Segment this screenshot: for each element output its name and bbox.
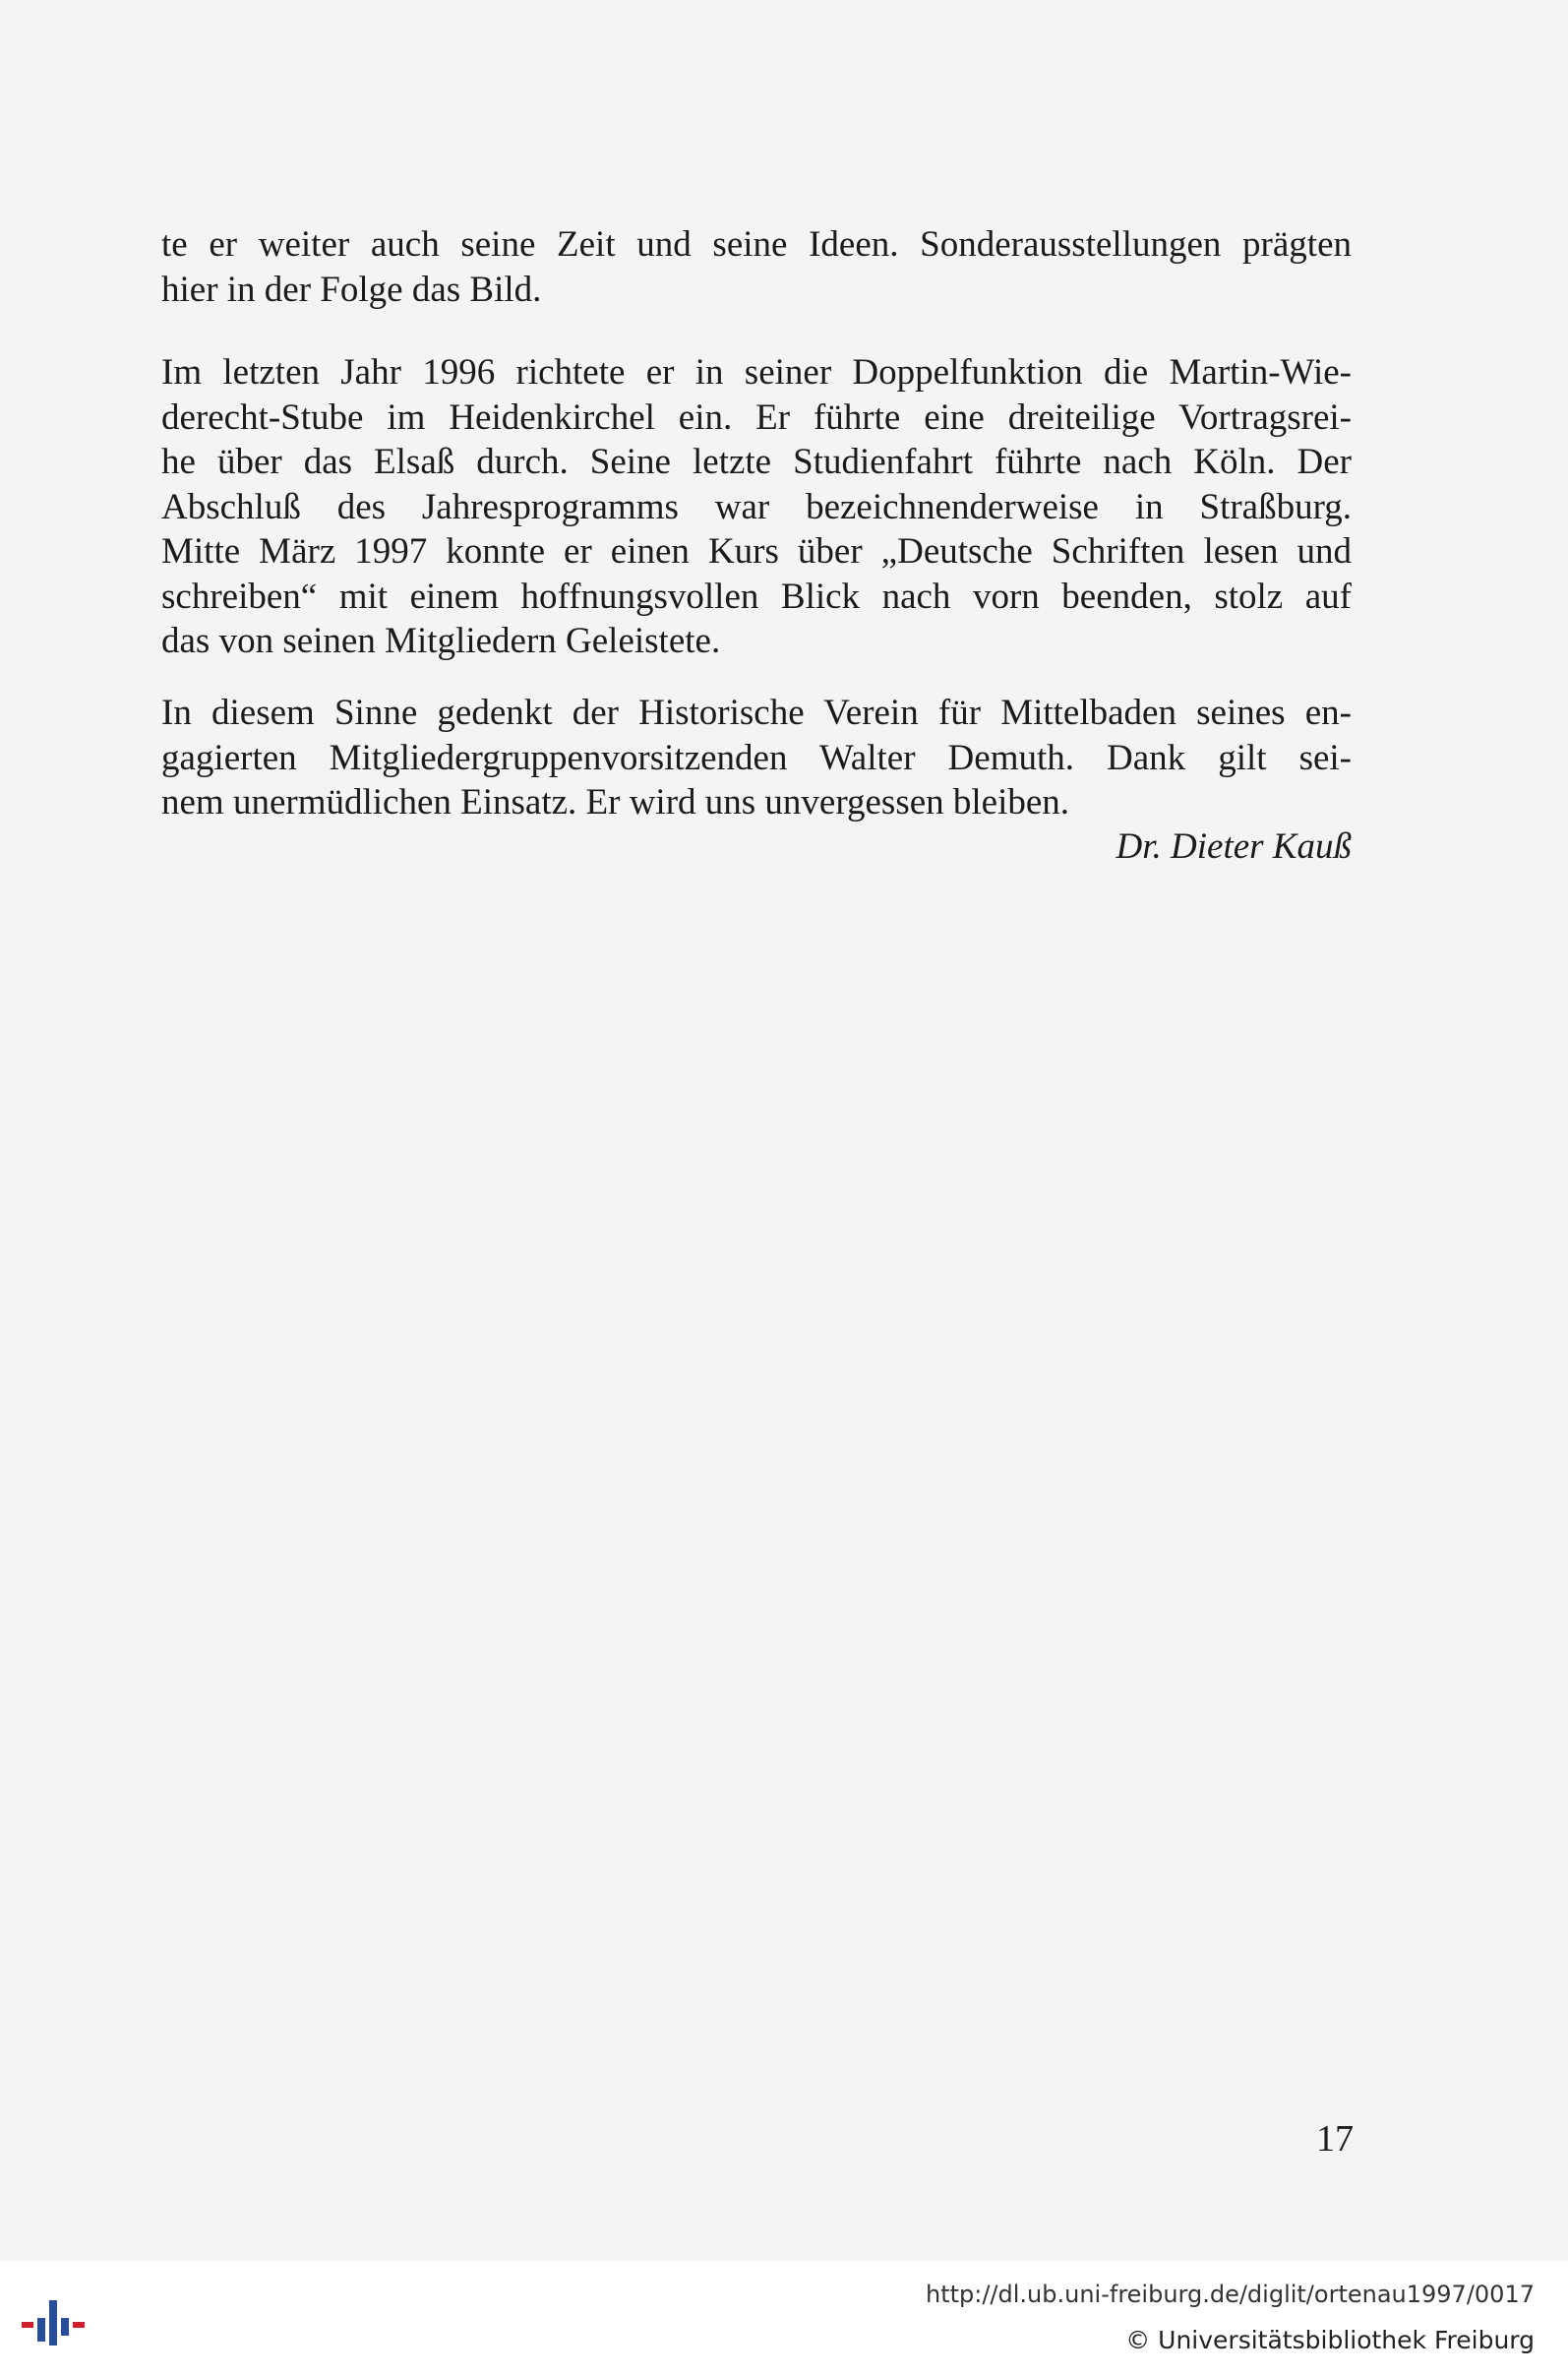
text-line: te er weiter auch seine Zeit und seine Ideen. Sonderausstellungen prägten bbox=[161, 224, 1352, 265]
paragraph-2 bbox=[161, 350, 1352, 664]
text-line: Abschluß des Jahresprogramms war bezeichnenderweise in Straßburg. bbox=[161, 486, 1352, 527]
footer-bar bbox=[0, 2261, 1568, 2376]
text-line: In diesem Sinne gedenkt der Historische Verein für Mittelbaden seines en- bbox=[161, 693, 1352, 733]
text-line: nem unermüdlichen Einsatz. Er wird uns unvergessen bleiben. bbox=[161, 782, 1070, 822]
text-line: Im letzten Jahr 1996 richtete er in seiner Doppelfunktion die Martin-Wie- bbox=[161, 352, 1352, 393]
text-line: derecht-Stube im Heidenkirchel ein. Er führte eine dreiteilige Vortragsrei- bbox=[161, 396, 1352, 438]
author-signature: Dr. Dieter Kauß bbox=[1116, 826, 1352, 867]
ub-freiburg-logo-icon[interactable] bbox=[22, 2288, 100, 2367]
copyright-notice: © Universitätsbibliothek Freiburg bbox=[1125, 2326, 1535, 2354]
text-line: schreiben“ mit einem hoffnungsvollen Blick nach vorn beenden, stolz auf bbox=[161, 576, 1352, 617]
text-line: he über das Elsaß durch. Seine letzte Studienfahrt führte nach Köln. Der bbox=[161, 442, 1352, 482]
text-line: Mitte März 1997 konnte er einen Kurs über „Deutsche Schriften lesen und bbox=[161, 531, 1352, 572]
permalink-url[interactable]: http://dl.ub.uni-freiburg.de/diglit/ortenau1997/0017 bbox=[925, 2281, 1535, 2308]
paragraph-1 bbox=[161, 222, 1352, 312]
page-number: 17 bbox=[1316, 2118, 1354, 2160]
text-line: gagierten Mitgliedergruppenvorsitzenden Walter Demuth. Dank gilt sei- bbox=[161, 737, 1352, 778]
paragraph-3 bbox=[161, 691, 1352, 825]
text-line: das von seinen Mitgliedern Geleistete. bbox=[161, 621, 721, 661]
text-line: hier in der Folge das Bild. bbox=[161, 269, 542, 310]
